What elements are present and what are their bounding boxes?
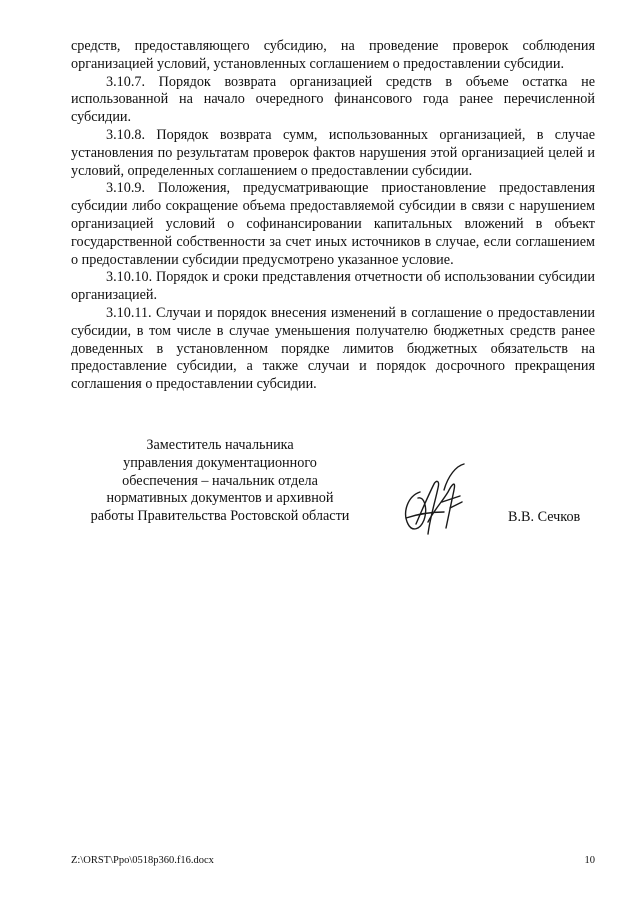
position-line: управления документационного <box>123 454 317 471</box>
paragraph-3-10-11: 3.10.11. Случаи и порядок внесения изменений в соглашение о предоставлении субсидии, в том числе в случае уменьшения получателю бюджетных средств ранее доведенных в установленном порядке лимитов бюджетных обязательств на предоставление субсидии, а также случаи и порядок досрочного прекращения соглашения о предоставлении субсидии. <box>71 304 595 393</box>
paragraph-3-10-9: 3.10.9. Положения, предусматривающие приостановление предоставления субсидии либо сокращение объема предоставляемой субсидии в связи с нарушением организацией условий о софинансировании капитальных вложений в объект государственной собственности за счет иных источников в случае, если соглашением о предоставлении субсидии предусмотрено указанное условие. <box>71 180 595 268</box>
signatory-position <box>90 437 350 526</box>
position-line: работы Правительства Ростовской области <box>90 508 350 525</box>
page-number: 10 <box>584 855 595 866</box>
footer-file-path: Z:\ORST\Ppo\0518p360.f16.docx <box>71 855 214 866</box>
signer-name: В.В. Сечков <box>508 509 581 525</box>
paragraph-continuation: средств, предоставляющего субсидию, на проведение проверок соблюдения организацией условий, установленных соглашением о предоставлении субсидии. <box>71 38 595 72</box>
handwritten-signature-icon <box>398 462 472 542</box>
paragraph-3-10-7: 3.10.7. Порядок возврата организацией средств в объеме остатка не использованной на начало очередного финансового года ранее перечисленной субсидии. <box>71 73 595 126</box>
position-line: обеспечения – начальник отдела <box>122 472 318 489</box>
paragraph-3-10-10: 3.10.10. Порядок и сроки представления отчетности об использовании субсидии организацией. <box>71 269 595 304</box>
position-line: нормативных документов и архивной <box>106 490 334 507</box>
position-line: Заместитель начальника <box>146 437 294 453</box>
document-body <box>71 38 595 394</box>
paragraph-3-10-8: 3.10.8. Порядок возврата сумм, использованных организацией, в случае установления по результатам проверок фактов нарушения этой организацией целей и условий, определенных соглашением о предоставлении субсидии. <box>71 126 595 179</box>
